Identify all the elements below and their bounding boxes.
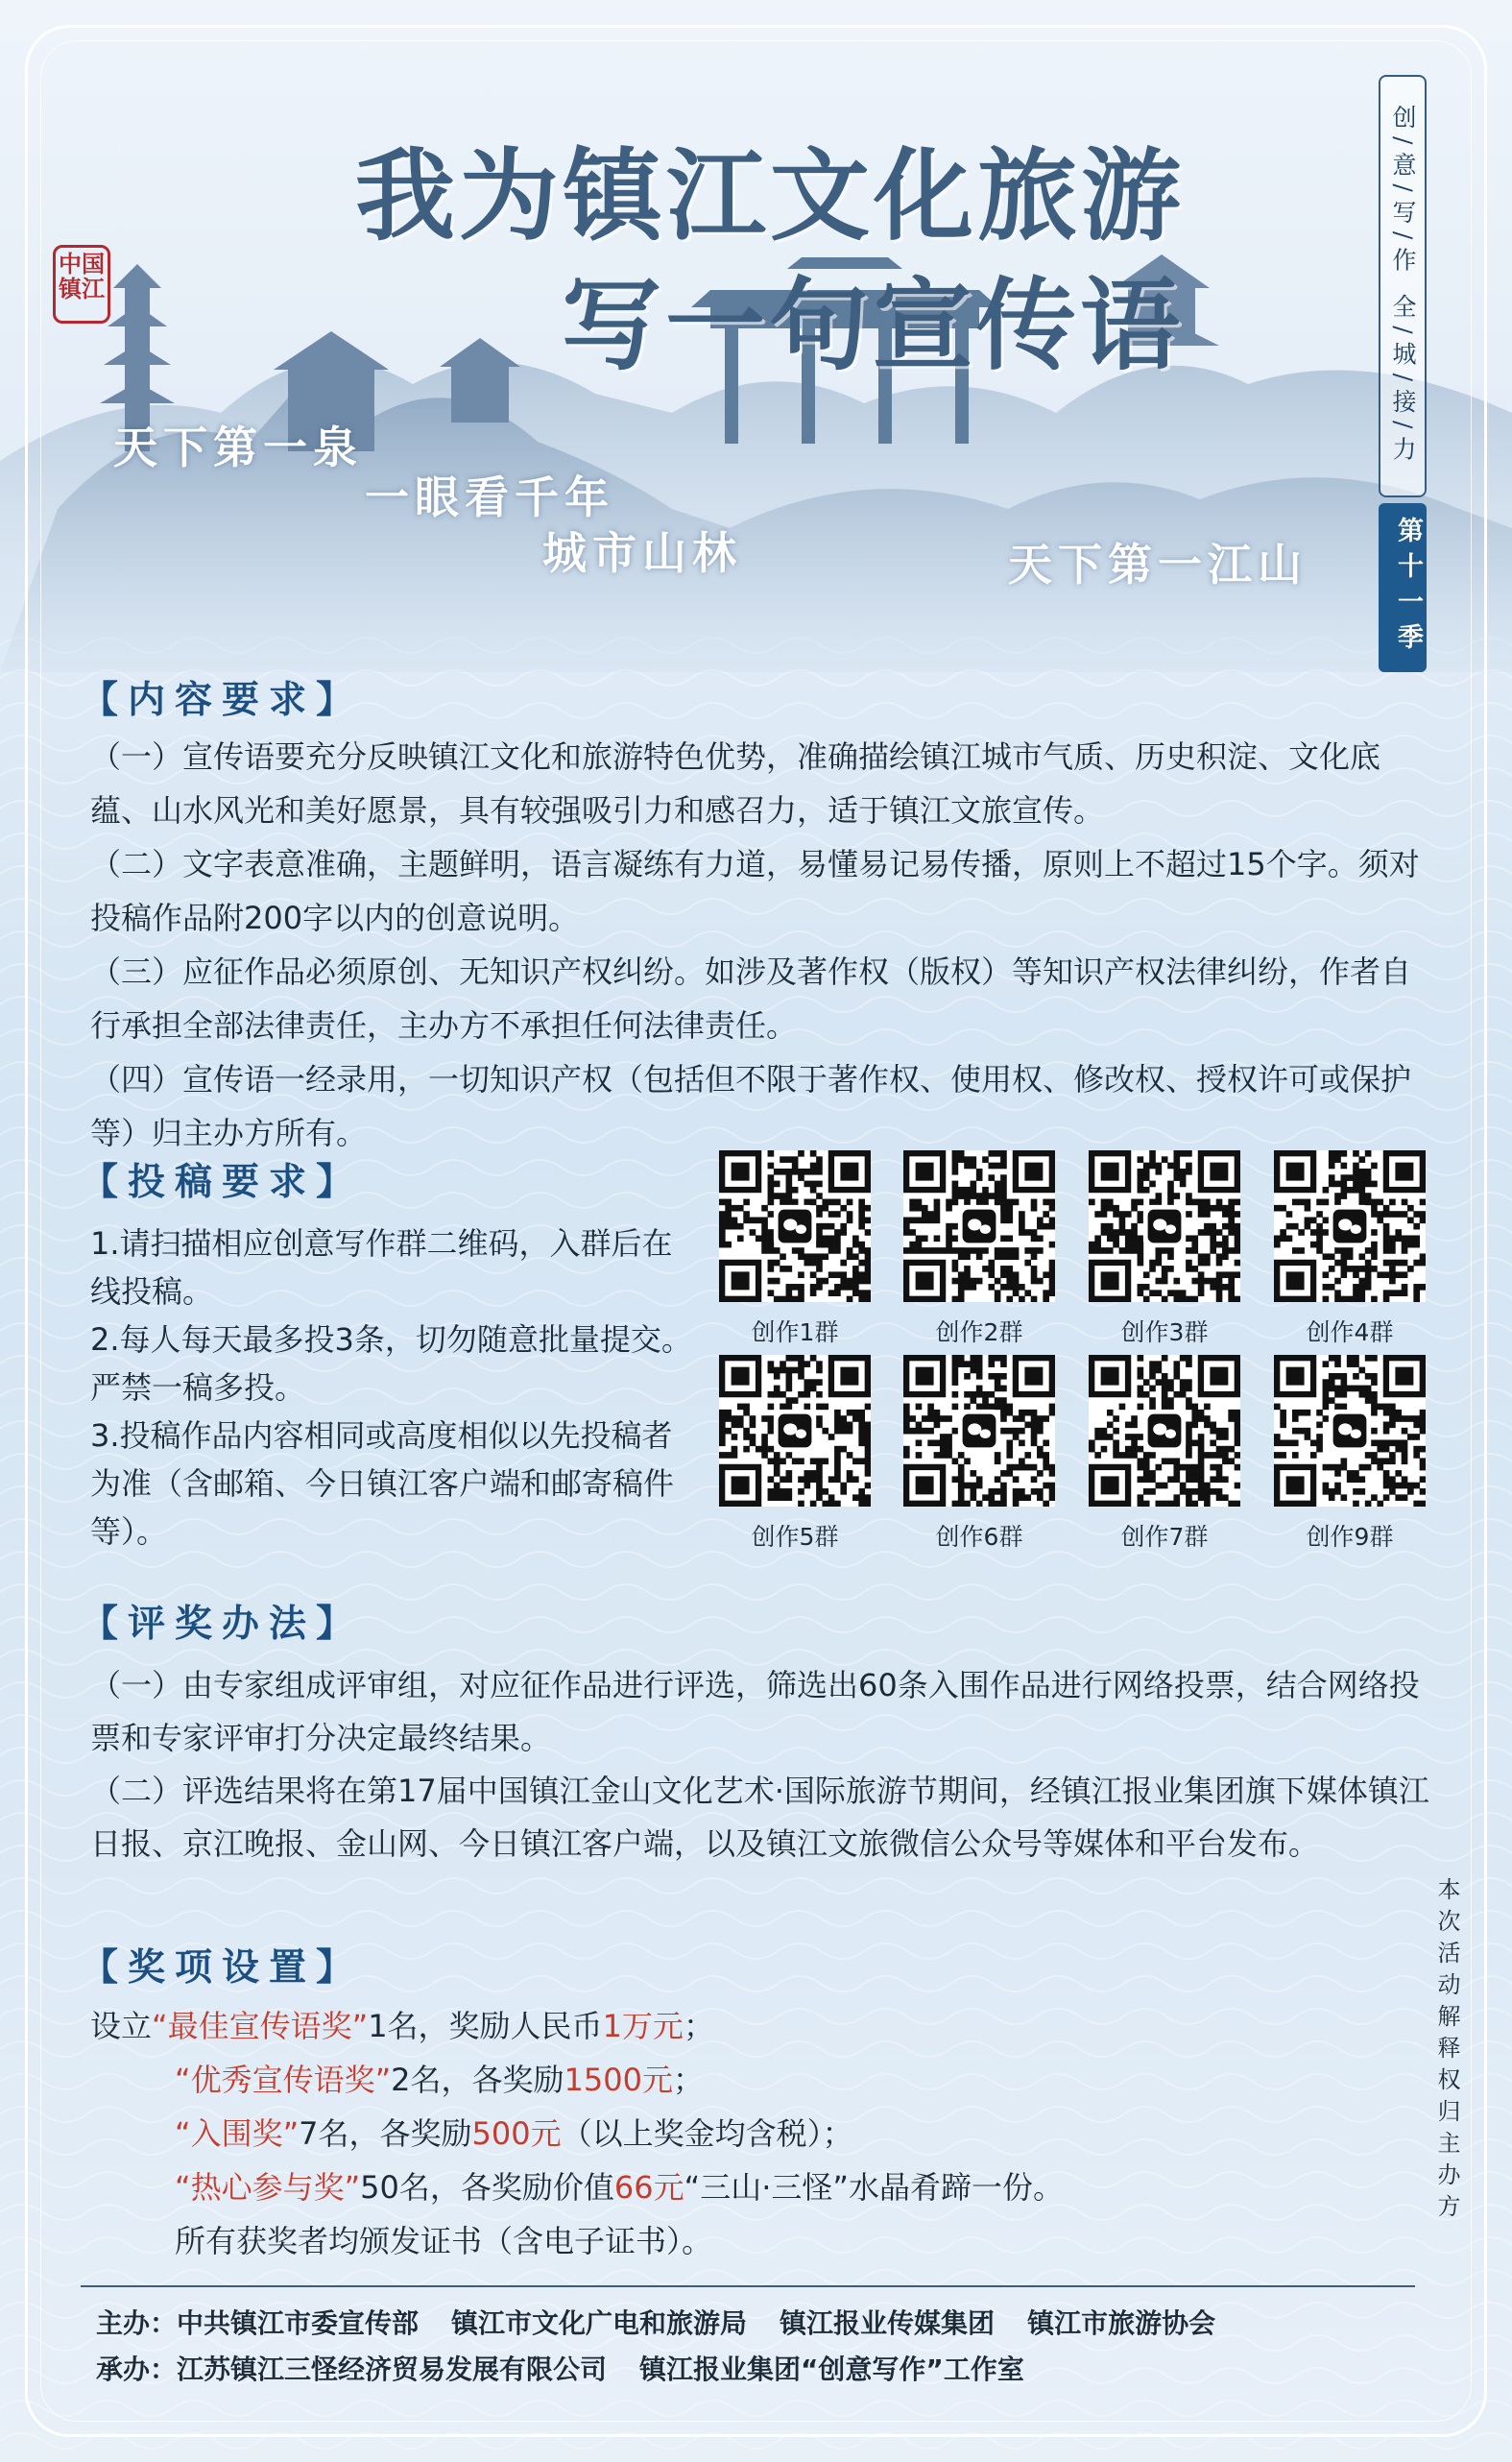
organizer-name: 江苏镇江三怪经济贸易发展有限公司 [177,2353,608,2385]
qr-code-group-4[interactable] [1270,1150,1429,1348]
host-name: 中共镇江市委宣传部 [177,2307,420,2339]
awards-list [90,1999,1338,2268]
award-count: 7名，各奖励 [299,2115,472,2152]
qr-code-group-5[interactable] [715,1355,875,1553]
submission-item: 2.每人每天最多投3条，切勿随意批量提交。严禁一稿多投。 [90,1321,692,1406]
seal-stamp: 中国镇江 [53,245,110,324]
award-name: “热心参与奖” [175,2169,361,2206]
host-name: 镇江报业传媒集团 [780,2307,996,2339]
qr-code-group-9[interactable] [1270,1355,1429,1553]
slogan-2: 一眼看千年 [365,471,614,523]
judging-item: （二）评选结果将在第17届中国镇江金山文化艺术·国际旅游节期间，经镇江报业集团旗下媒体镇江日报、京江晚报、金山网、今日镇江客户端，以及镇江文旅微信公众号等媒体和平台发布。 [90,1773,1429,1862]
content-item: （四）宣传语一经录用，一切知识产权（包括但不限于著作权、使用权、修改权、授权许可或保护等）归主办方所有。 [90,1061,1412,1151]
title-line-2: 写一句宣传语 [562,266,1185,384]
award-count: 50名，各奖励价值 [360,2169,614,2206]
awards-closing: 所有获奖者均颁发证书（含电子证书）。 [175,2223,713,2259]
organizer-label: 承办： [96,2353,178,2385]
qr-code-icon [719,1150,871,1302]
content-list [90,730,1429,1160]
judging-list [90,1659,1429,1871]
qr-code-group-2[interactable] [900,1150,1059,1348]
qr-code-group-7[interactable] [1085,1355,1244,1553]
qr-code-grid [715,1150,1445,1554]
footer-divider [81,2285,1415,2287]
slogan-4: 天下第一江山 [1008,539,1308,591]
judging-heading: 【评奖办法】 [81,1602,364,1646]
award-name: “优秀宣传语奖” [175,2062,392,2098]
host-name: 镇江市旅游协会 [1027,2307,1216,2339]
award-suffix: ； [673,2062,705,2098]
award-line-4 [90,2160,1338,2214]
award-amount: 1500元 [564,2062,673,2098]
qr-label: 创作6群 [935,1523,1023,1551]
host-name: 镇江市文化广电和旅游局 [451,2307,748,2339]
qr-label: 创作7群 [1120,1523,1209,1551]
award-name: “入围奖” [175,2115,300,2152]
qr-label: 创作5群 [751,1523,839,1551]
awards-prefix: 设立 [90,2008,153,2044]
award-amount: 500元 [471,2115,562,2152]
award-line-1 [90,1999,1338,2053]
award-count: 1名，奖励人民币 [368,2008,603,2044]
award-suffix: （以上奖金均含税）； [561,2115,853,2152]
qr-label: 创作2群 [935,1318,1023,1346]
award-amount: 66元 [613,2169,684,2206]
series-tag-text: 创/意/写/作 全/城/接/力 [1379,75,1427,497]
series-tag [1375,75,1430,680]
footer-organizers [96,2349,1024,2387]
qr-label: 创作9群 [1306,1523,1394,1551]
content-heading: 【内容要求】 [81,678,364,722]
organizer-name: 镇江报业集团“创意写作”工作室 [639,2353,1024,2385]
submission-list [90,1219,693,1556]
title-line-1: 我为镇江文化旅游 [355,136,1186,254]
slogan-3: 城市山林 [542,527,742,579]
season-badge: 第十一季 [1379,503,1427,672]
awards-heading: 【奖项设置】 [81,1945,364,1990]
slogan-1: 天下第一泉 [113,422,363,473]
qr-label: 创作4群 [1306,1318,1394,1346]
qr-code-icon [903,1150,1055,1302]
qr-code-group-1[interactable] [715,1150,875,1348]
qr-code-icon [1089,1150,1240,1302]
content-item: （一）宣传语要充分反映镇江文化和旅游特色优势，准确描绘镇江城市气质、历史积淀、文化底蕴、山水风光和美好愿景，具有较强吸引力和感召力，适于镇江文旅宣传。 [90,738,1381,829]
submission-heading: 【投稿要求】 [81,1160,364,1204]
content-item: （三）应征作品必须原创、无知识产权纠纷。如涉及著作权（版权）等知识产权法律纠纷，作者自行承担全部法律责任，主办方不承担任何法律责任。 [90,953,1412,1044]
award-line-3 [90,2107,1338,2160]
award-amount: 1万元 [602,2008,684,2044]
submission-item: 1.请扫描相应创意写作群二维码，入群后在线投稿。 [90,1225,673,1310]
qr-label: 创作1群 [751,1318,839,1346]
side-note: 本次活动解释权归主办方 [1433,1877,1460,2226]
footer-hosts [96,2303,1215,2341]
qr-code-group-3[interactable] [1085,1150,1244,1348]
qr-code-icon [1274,1150,1426,1302]
qr-code-icon [903,1355,1055,1507]
qr-code-icon [719,1355,871,1507]
award-line-2 [90,2053,1338,2107]
award-name: “最佳宣传语奖” [152,2008,369,2044]
award-count: 2名，各奖励 [391,2062,564,2098]
award-suffix: “三山·三怪”水晶肴蹄一份。 [684,2169,1064,2206]
host-label: 主办： [96,2307,178,2339]
submission-item: 3.投稿作品内容相同或高度相似以先投稿者为准（含邮箱、今日镇江客户端和邮寄稿件等）。 [90,1417,675,1550]
qr-code-group-6[interactable] [900,1355,1059,1553]
qr-code-icon [1089,1355,1240,1507]
judging-item: （一）由专家组成评审组，对应征作品进行评选，筛选出60条入围作品进行网络投票，结合网络投票和专家评审打分决定最终结果。 [90,1667,1420,1756]
qr-label: 创作3群 [1120,1318,1209,1346]
content-item: （二）文字表意准确，主题鲜明，语言凝练有力道，易懂易记易传播，原则上不超过15个字。须对投稿作品附200字以内的创意说明。 [90,846,1420,936]
award-suffix: ； [683,2008,714,2044]
qr-code-icon [1274,1355,1426,1507]
